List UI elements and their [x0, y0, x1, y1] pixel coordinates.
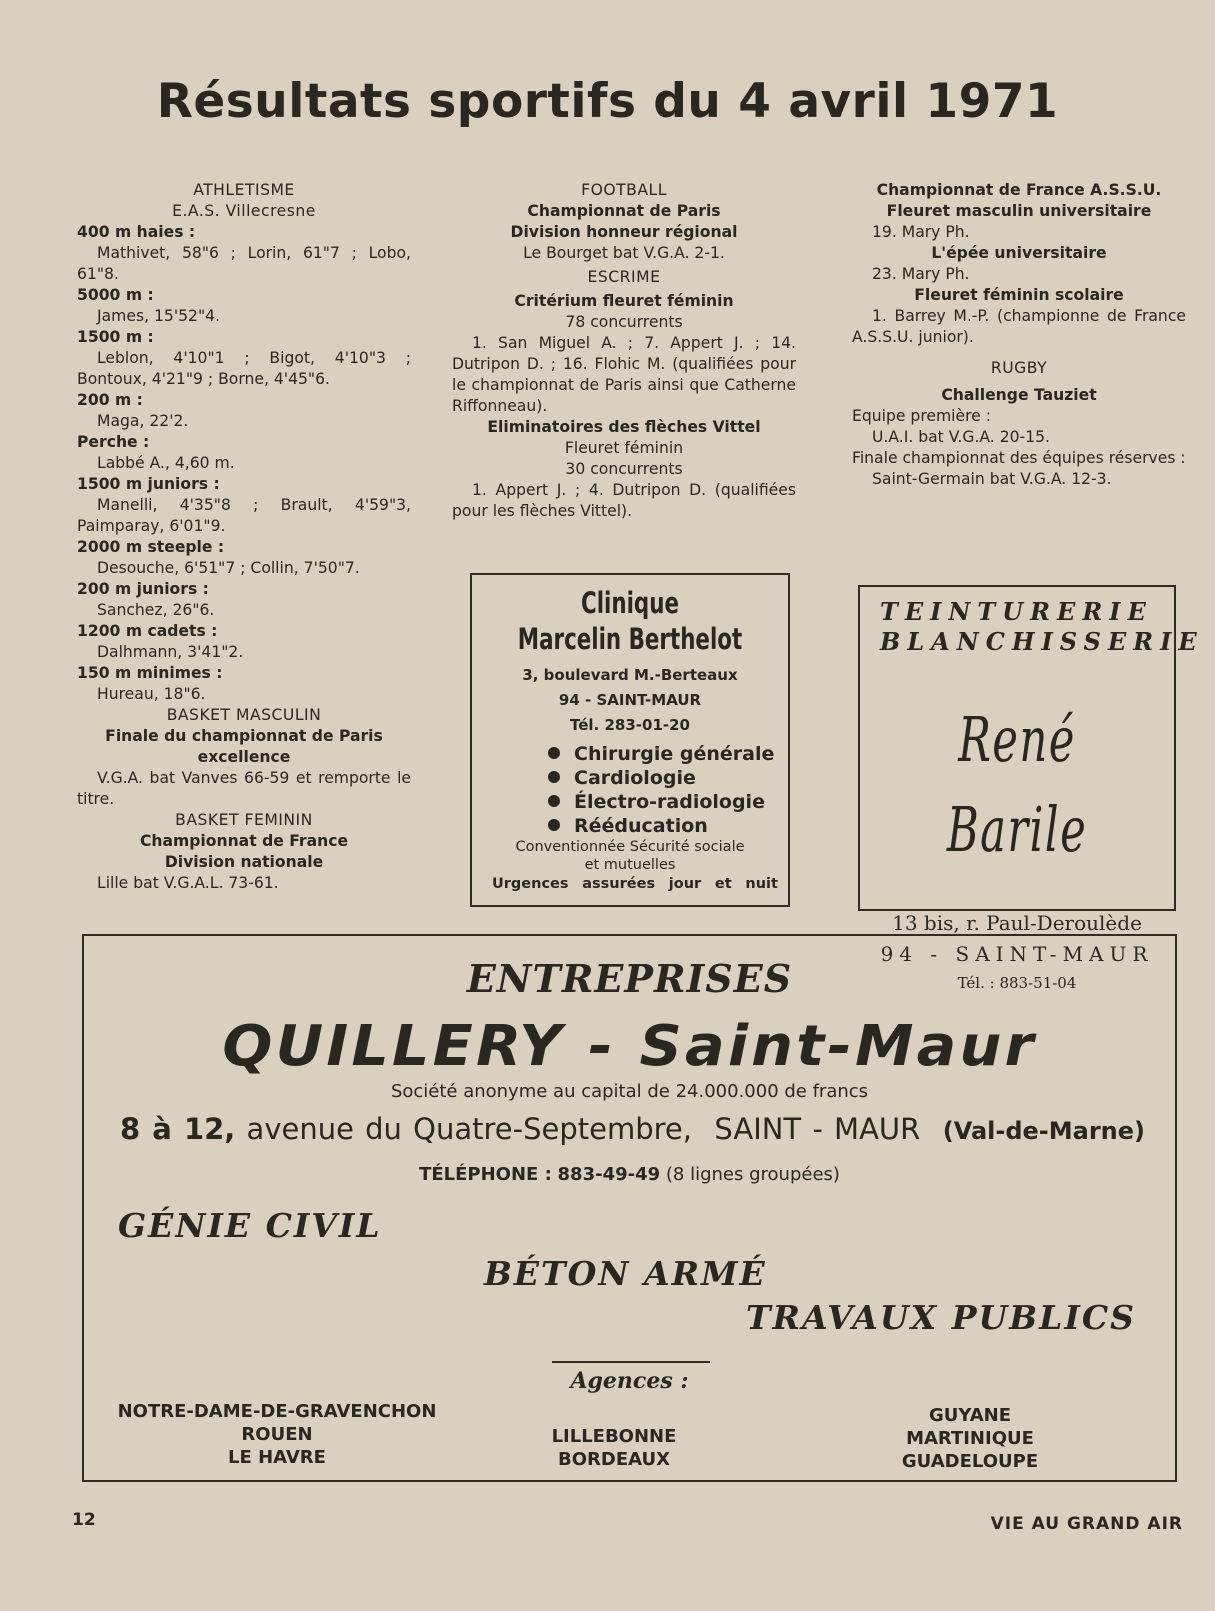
- agency-city: LE HAVRE: [228, 1447, 326, 1468]
- address-city: SAINT - MAUR: [714, 1112, 921, 1146]
- event-name: Perche :: [77, 433, 150, 451]
- section-heading: RUGBY: [990, 359, 1048, 377]
- competitor-count: 30 concurrents: [565, 460, 683, 478]
- clinic-phone: Tél. 283-01-20: [570, 716, 690, 734]
- shop-type: TEINTURERIE: [880, 597, 1153, 626]
- event-result: Desouche, 6'51"7 ; Collin, 7'50"7.: [97, 559, 360, 577]
- ad-teinturerie: [858, 585, 1204, 992]
- agency-city: MARTINIQUE: [906, 1428, 1034, 1449]
- company-type: ENTREPRISES: [466, 956, 793, 1001]
- company-address: [120, 1112, 1145, 1146]
- agencies-heading: Agences :: [570, 1368, 689, 1394]
- section-heading: ESCRIME: [587, 268, 661, 286]
- clinic-city: 94 - SAINT-MAUR: [558, 691, 702, 709]
- emergency-word: Urgences: [492, 876, 569, 892]
- ad-quillery: [82, 934, 1177, 1482]
- event-name: 200 m :: [77, 391, 143, 409]
- list-item: [548, 766, 788, 790]
- event-result: Mathivet, 58"6 ; Lorin, 61"7 ; Lobo, 61"8.: [77, 244, 411, 283]
- competition-name: Eliminatoires des flèches Vittel: [487, 418, 761, 436]
- competition-category: Fleuret féminin: [564, 439, 684, 457]
- event-result: 1. San Miguel A. ; 7. Appert J. ; 14. Dutripon D. ; 16. Flohic M. (qualifiées pour le championnat de Paris ainsi que Catherne Riffonneau).: [452, 334, 796, 415]
- address-number: 8 à 12,: [120, 1112, 236, 1146]
- event-result: James, 15'52"4.: [97, 307, 220, 325]
- competition-division: Division honneur régional: [510, 223, 738, 241]
- event-result: Leblon, 4'10"1 ; Bigot, 4'10"3 ; Bontoux, 4'21"9 ; Borne, 4'45"6.: [77, 349, 411, 388]
- clinic-address: 3, boulevard M.-Berteaux: [522, 666, 738, 684]
- phone-number: 883-49-49: [557, 1164, 661, 1185]
- event-name: 2000 m steeple :: [77, 538, 225, 556]
- competition-category: Fleuret masculin universitaire: [886, 202, 1152, 220]
- event-name: 1200 m cadets :: [77, 622, 218, 640]
- clinic-name: Marcelin Berthelot: [517, 622, 743, 656]
- agency-list: [116, 1400, 438, 1469]
- service-label: Cardiologie: [574, 767, 696, 789]
- event-result: 1. Appert J. ; 4. Dutripon D. (qualifiées pour les flèches Vittel).: [452, 481, 796, 520]
- list-item: [548, 814, 788, 838]
- agency-list: [870, 1404, 1070, 1473]
- event-result: Manelli, 4'35"8 ; Brault, 4'59"3, Paimparay, 6'01"9.: [77, 496, 411, 535]
- clinic-conventions: Conventionnée Sécurité sociale: [515, 839, 745, 855]
- event-result: U.A.I. bat V.G.A. 20-15.: [872, 428, 1050, 446]
- event-name: 400 m haies :: [77, 223, 196, 241]
- magazine-name: VIE AU GRAND AIR: [990, 1514, 1183, 1534]
- shop-address: 13 bis, r. Paul-Deroulède: [892, 911, 1142, 935]
- competition-name: Finale championnat des équipes réserves :: [852, 449, 1186, 467]
- bullet-icon: [548, 771, 560, 783]
- section-heading: FOOTBALL: [581, 181, 667, 199]
- agency-city: GUADELOUPE: [901, 1451, 1039, 1472]
- event-result: V.G.A. bat Vanves 66-59 et remporte le titre.: [77, 769, 411, 808]
- company-phone: [84, 1164, 1175, 1185]
- event-result: 1. Barrey M.-P. (championne de France A.S.S.U. junior).: [852, 307, 1186, 346]
- event-result: Hureau, 18"6.: [97, 685, 206, 703]
- competition-name: Championnat de Paris: [527, 202, 721, 220]
- event-result: Dalhmann, 3'41"2.: [97, 643, 244, 661]
- event-result: Labbé A., 4,60 m.: [97, 454, 235, 472]
- agency-city: LILLEBONNE: [551, 1426, 677, 1447]
- event-result: Le Bourget bat V.G.A. 2-1.: [523, 244, 725, 262]
- event-result: Sanchez, 26"6.: [97, 601, 215, 619]
- event-name: 150 m minimes :: [77, 664, 223, 682]
- shop-city: 94 - SAINT-MAUR: [880, 942, 1154, 966]
- agency-city: GUYANE: [929, 1405, 1011, 1426]
- competition-name: Finale du championnat de Paris excellence: [105, 727, 383, 766]
- phone-label: TÉLÉPHONE :: [419, 1164, 552, 1185]
- column-assu-rugby: [852, 180, 1186, 490]
- address-street: avenue du Quatre-Septembre,: [246, 1112, 692, 1146]
- clinic-emergency: [472, 874, 788, 894]
- list-item: [548, 790, 788, 814]
- clinic-conventions: et mutuelles: [584, 857, 676, 873]
- service-label: Rééducation: [574, 815, 708, 837]
- event-name: 5000 m :: [77, 286, 154, 304]
- team-label: Equipe première :: [852, 407, 991, 425]
- competition-name: Critérium fleuret féminin: [514, 292, 734, 310]
- service-label: BÉTON ARMÉ: [484, 1254, 767, 1293]
- agency-city: NOTRE-DAME-DE-GRAVENCHON: [117, 1401, 437, 1422]
- shop-owner-signature: René Barile: [946, 703, 1088, 866]
- section-heading: BASKET MASCULIN: [166, 706, 322, 724]
- divider: [552, 1361, 710, 1363]
- event-result: Maga, 22'2.: [97, 412, 189, 430]
- competition-category: Fleuret féminin scolaire: [914, 286, 1124, 304]
- column-football-escrime: [452, 180, 796, 522]
- list-item: [548, 742, 788, 766]
- competition-category: L'épée universitaire: [931, 244, 1107, 262]
- ad-clinique: [470, 573, 790, 907]
- service-label: GÉNIE CIVIL: [118, 1206, 382, 1245]
- service-label: TRAVAUX PUBLICS: [746, 1298, 1136, 1337]
- agency-city: ROUEN: [241, 1424, 313, 1445]
- event-result: Saint-Germain bat V.G.A. 12-3.: [872, 470, 1112, 488]
- event-name: 200 m juniors :: [77, 580, 209, 598]
- page-number: 12: [72, 1510, 96, 1530]
- bullet-icon: [548, 747, 560, 759]
- emergency-word: nuit: [745, 876, 778, 892]
- clinic-name: Clinique: [581, 586, 679, 620]
- bullet-icon: [548, 795, 560, 807]
- service-label: Électro-radiologie: [574, 791, 765, 813]
- service-label: Chirurgie générale: [574, 743, 775, 765]
- company-name: QUILLERY - Saint-Maur: [222, 1014, 1037, 1079]
- company-capital: Société anonyme au capital de 24.000.000 de francs: [390, 1081, 869, 1102]
- column-athletisme: [77, 180, 411, 894]
- clinic-services: [548, 742, 788, 838]
- emergency-word: et: [714, 876, 732, 892]
- event-name: 1500 m :: [77, 328, 154, 346]
- club-name: E.A.S. Villecresne: [172, 202, 316, 220]
- competition-name: Championnat de France A.S.S.U.: [876, 181, 1162, 199]
- bullet-icon: [548, 819, 560, 831]
- event-result: 23. Mary Ph.: [872, 265, 970, 283]
- event-name: 1500 m juniors :: [77, 475, 220, 493]
- emergency-word: jour: [668, 876, 702, 892]
- section-heading: BASKET FEMININ: [175, 811, 313, 829]
- competitor-count: 78 concurrents: [565, 313, 683, 331]
- event-result: 19. Mary Ph.: [872, 223, 970, 241]
- phone-note: (8 lignes groupées): [665, 1164, 840, 1185]
- agency-list: [514, 1425, 714, 1471]
- page-title: Résultats sportifs du 4 avril 1971: [156, 74, 1059, 129]
- competition-name: Challenge Tauziet: [941, 386, 1097, 404]
- shop-type: BLANCHISSERIE: [880, 627, 1204, 656]
- competition-name: Championnat de France: [139, 832, 349, 850]
- event-result: Lille bat V.G.A.L. 73-61.: [97, 874, 279, 892]
- section-heading: ATHLETISME: [193, 181, 295, 199]
- emergency-word: assurées: [582, 876, 656, 892]
- shop-phone: Tél. : 883-51-04: [957, 974, 1077, 992]
- competition-division: Division nationale: [164, 853, 324, 871]
- agency-city: BORDEAUX: [558, 1449, 670, 1470]
- address-dept: (Val-de-Marne): [942, 1117, 1146, 1145]
